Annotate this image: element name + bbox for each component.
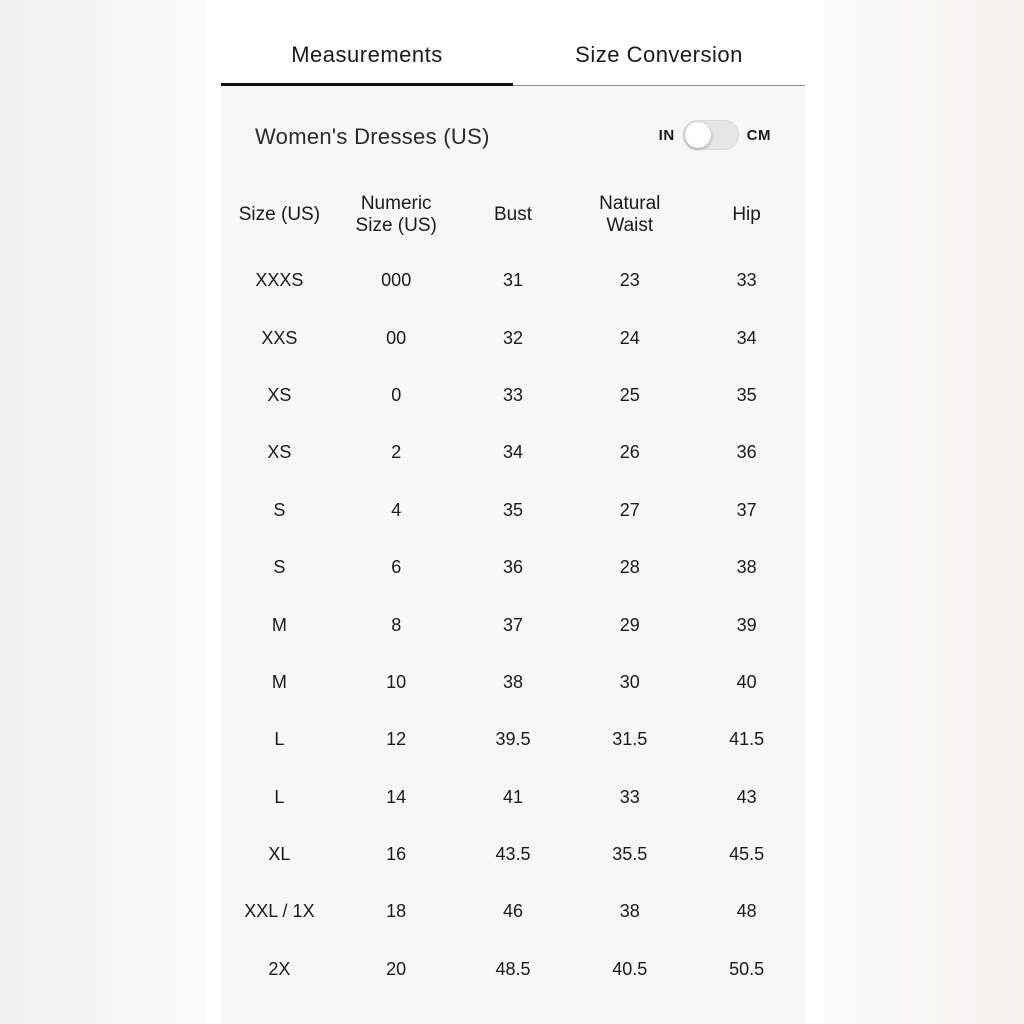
section-header [221, 86, 805, 188]
backdrop-left [0, 0, 205, 1024]
cell-hip: 36 [736, 442, 757, 463]
cell-size: M [271, 671, 287, 692]
cell-numeric-size: 2 [391, 442, 402, 463]
cell-numeric-size: 0 [391, 384, 402, 405]
table-row [221, 654, 805, 711]
header-line: Waist [606, 215, 654, 236]
table-body [221, 248, 805, 998]
cell-hip: 48 [736, 901, 757, 922]
table-row [221, 711, 805, 768]
unit-label-cm: CM [746, 126, 771, 144]
header-line: Natural [599, 193, 661, 214]
header-line: Size (US) [238, 204, 321, 225]
header-numeric-size [338, 182, 455, 248]
unit-switch-knob[interactable] [685, 122, 711, 148]
cell-bust: 36 [502, 557, 523, 578]
table-row [221, 826, 805, 883]
header-line: Bust [493, 204, 532, 225]
cell-waist: 23 [619, 270, 640, 291]
cell-waist: 35.5 [612, 844, 648, 865]
cell-waist: 38 [619, 901, 640, 922]
cell-hip: 50.5 [729, 958, 765, 979]
table-row [221, 482, 805, 539]
table-row [221, 248, 805, 309]
cell-size: L [274, 729, 285, 750]
table-row [221, 539, 805, 596]
header-hip [688, 182, 805, 248]
cell-size: XXXS [255, 270, 304, 291]
cell-size: M [271, 614, 287, 635]
unit-switch[interactable] [683, 120, 739, 150]
cell-waist: 27 [619, 499, 640, 520]
cell-size: XS [267, 442, 292, 463]
size-guide-panel [205, 0, 824, 1024]
cell-waist: 30 [619, 671, 640, 692]
cell-hip: 33 [736, 270, 757, 291]
cell-bust: 39.5 [495, 729, 531, 750]
cell-hip: 37 [736, 499, 757, 520]
cell-size: L [274, 786, 285, 807]
size-table [221, 182, 805, 998]
cell-size: S [273, 557, 286, 578]
header-line: Numeric [360, 193, 432, 214]
cell-size: S [273, 499, 286, 520]
cell-hip: 39 [736, 614, 757, 635]
cell-waist: 26 [619, 442, 640, 463]
tab-measurements[interactable]: Measurements [221, 0, 513, 85]
cell-numeric-size: 20 [386, 958, 407, 979]
cell-waist: 24 [619, 327, 640, 348]
table-row [221, 367, 805, 424]
cell-bust: 46 [502, 901, 523, 922]
cell-bust: 32 [502, 327, 523, 348]
unit-toggle [659, 120, 771, 150]
cell-numeric-size: 16 [386, 844, 407, 865]
table-row [221, 769, 805, 826]
cell-numeric-size: 00 [386, 327, 407, 348]
cell-bust: 37 [502, 614, 523, 635]
cell-bust: 31 [502, 270, 523, 291]
cell-hip: 41.5 [729, 729, 765, 750]
cell-bust: 33 [502, 384, 523, 405]
cell-bust: 35 [502, 499, 523, 520]
cell-hip: 40 [736, 671, 757, 692]
cell-bust: 38 [502, 671, 523, 692]
cell-bust: 43.5 [495, 844, 531, 865]
unit-label-in: IN [658, 126, 675, 144]
cell-waist: 40.5 [612, 958, 648, 979]
header-size-us [221, 182, 338, 248]
table-row [221, 596, 805, 653]
cell-waist: 31.5 [612, 729, 648, 750]
cell-bust: 34 [502, 442, 523, 463]
cell-waist: 28 [619, 557, 640, 578]
table-header-row [221, 182, 805, 248]
cell-numeric-size: 12 [386, 729, 407, 750]
header-natural-waist [571, 182, 688, 248]
table-row [221, 883, 805, 940]
section-title: Women's Dresses (US) [255, 124, 490, 149]
cell-numeric-size: 4 [391, 499, 402, 520]
tab-bar [221, 0, 805, 86]
cell-numeric-size: 14 [386, 786, 407, 807]
cell-waist: 25 [619, 384, 640, 405]
header-bust [455, 182, 572, 248]
cell-size: XXL / 1X [244, 901, 315, 922]
cell-size: XXS [261, 327, 298, 348]
cell-hip: 38 [736, 557, 757, 578]
cell-waist: 29 [619, 614, 640, 635]
measurements-content [221, 86, 805, 1024]
tab-size-conversion[interactable]: Size Conversion [575, 41, 743, 67]
cell-bust: 48.5 [495, 958, 531, 979]
cell-size: 2X [268, 958, 291, 979]
cell-numeric-size: 10 [386, 671, 407, 692]
cell-hip: 45.5 [729, 844, 765, 865]
cell-numeric-size: 18 [386, 901, 407, 922]
cell-numeric-size: 6 [391, 557, 402, 578]
cell-hip: 35 [736, 384, 757, 405]
cell-size: XL [268, 844, 291, 865]
cell-hip: 43 [736, 786, 757, 807]
header-line: Hip [732, 204, 761, 225]
table-row [221, 424, 805, 481]
table-row [221, 941, 805, 998]
cell-numeric-size: 000 [381, 270, 412, 291]
header-line: Size (US) [355, 215, 437, 236]
cell-waist: 33 [619, 786, 640, 807]
backdrop-right [824, 0, 1024, 1024]
cell-bust: 41 [502, 786, 523, 807]
cell-size: XS [267, 384, 292, 405]
cell-hip: 34 [736, 327, 757, 348]
cell-numeric-size: 8 [391, 614, 402, 635]
table-row [221, 309, 805, 366]
